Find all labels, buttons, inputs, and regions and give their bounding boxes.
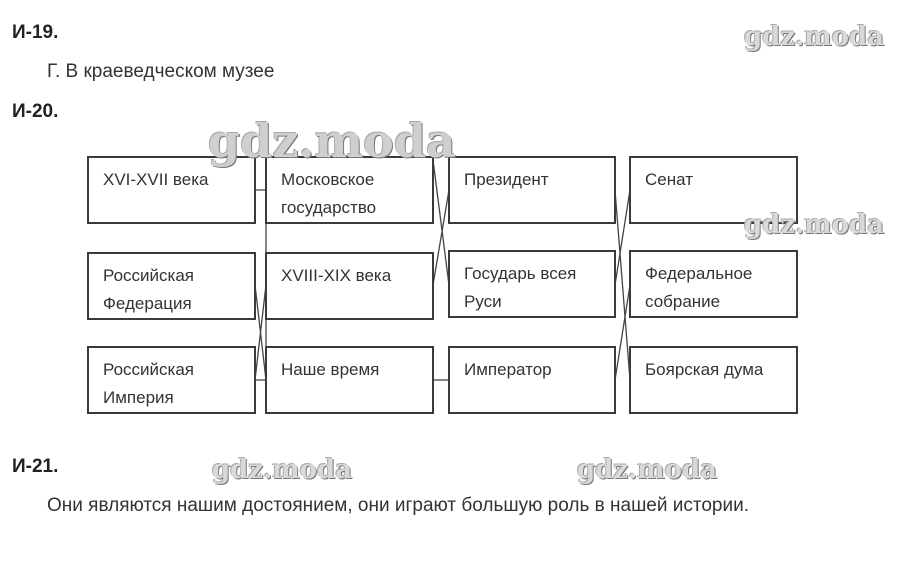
link-c3-r2-c4-r3 (615, 190, 630, 285)
watermark: gdz.moda (212, 455, 353, 485)
task-label-i20: И-20. (12, 101, 59, 122)
watermark: gdz.moda (208, 114, 456, 168)
box-text: Сенат (645, 170, 693, 189)
watermark: gdz.moda (744, 22, 885, 52)
task-label-i21: И-21. (12, 456, 59, 477)
box-text: XVIII-XIX века (281, 266, 392, 285)
box-col4-row3 (629, 346, 798, 414)
box-col3-row3 (448, 346, 616, 414)
box-col3-row1 (448, 156, 616, 224)
box-text: Боярская дума (645, 360, 764, 379)
link-c2-r1-c3-r2 (433, 160, 449, 285)
box-col2-row3 (265, 346, 434, 414)
box-text: Президент (464, 170, 549, 189)
box-text: Федеральное собрание (645, 264, 753, 311)
box-text: Государь всея Руси (464, 264, 577, 311)
box-col1-row2 (87, 252, 256, 320)
task-label-i19: И-19. (12, 22, 59, 43)
box-text: Московское государство (281, 170, 377, 217)
link-c3-r3-c4-r1 (615, 285, 630, 380)
box-text: XVI-XVII века (103, 170, 209, 189)
box-text: Российская Империя (103, 360, 195, 407)
link-c3-r1-c4-r2 (615, 190, 630, 380)
box-col2-row2 (265, 252, 434, 320)
box-text: Император (464, 360, 552, 379)
answer-i19: Г. В краеведческом музее (47, 61, 275, 82)
box-col1-row3 (87, 346, 256, 414)
watermark: gdz.moda (577, 455, 718, 485)
answer-i21: Они являются нашим достоянием, они играют большую роль в нашей истории. (47, 495, 750, 516)
box-col3-row2 (448, 250, 616, 318)
watermark: gdz.moda (744, 210, 885, 240)
box-col4-row2 (629, 250, 798, 318)
box-text: Наше время (281, 360, 380, 379)
box-text: Российская Федерация (103, 266, 195, 313)
